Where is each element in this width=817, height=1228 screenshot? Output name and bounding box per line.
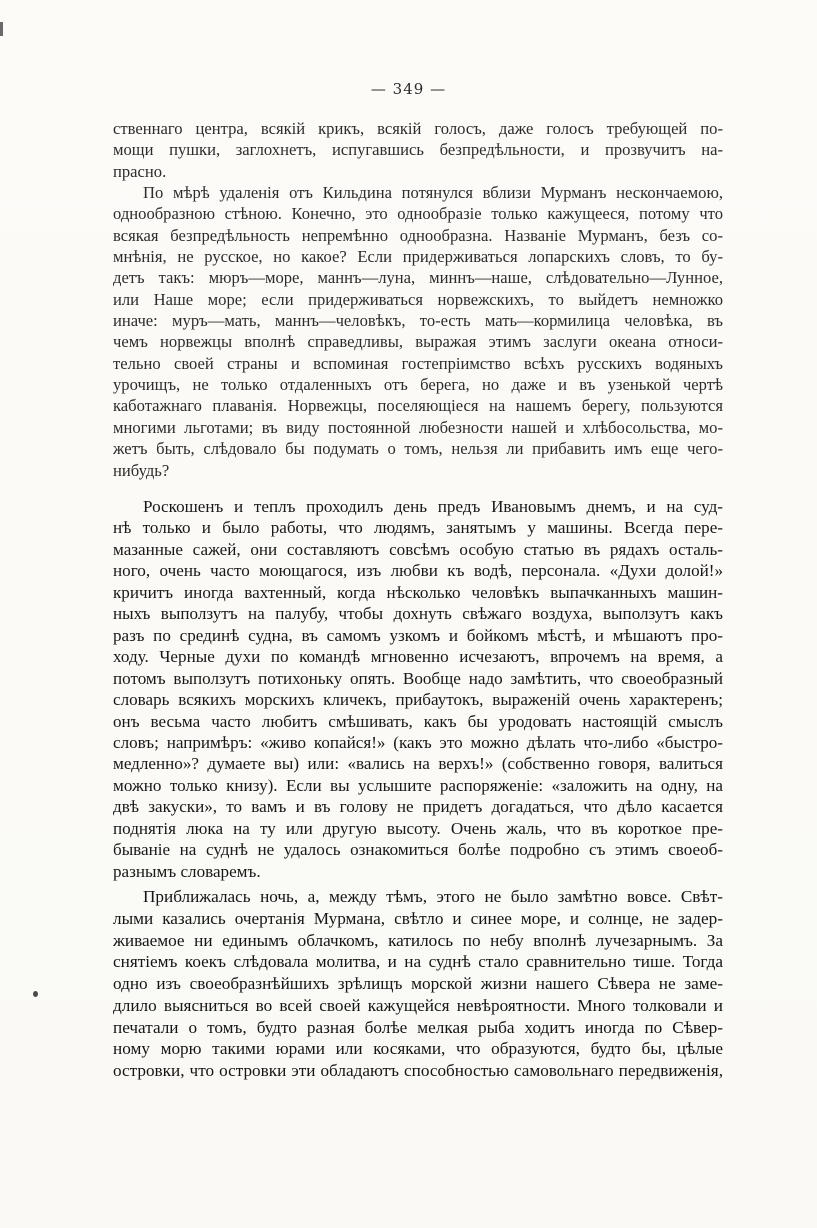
text-line: Роскошенъ и теплъ проходилъ день предъ Ивановымъ днемъ, и на суд- <box>143 497 723 516</box>
text-line: или Наше море; если придерживаться норвежскихъ, то выйдетъ немножко <box>113 289 723 309</box>
text-line: печатали о томъ, будто разная болѣе мелкая рыба ходитъ иногда по Сѣвер- <box>113 1017 723 1037</box>
text-line: тельно своей страны и вспоминая гостепріимство всѣхъ русскихъ водяныхъ <box>113 353 723 373</box>
text-line: лыми казались очертанія Мурмана, свѣтло и синее море, и солнце, не задер- <box>113 908 723 928</box>
text-line: ныхъ выползутъ на палубу, чтобы дохнуть свѣжаго воздуха, выползутъ какъ <box>113 604 723 624</box>
paragraph-middle <box>113 496 723 882</box>
text-line: детъ такъ: мюръ—море, маннъ—луна, миннъ—наше, слѣдовательно—Лунное, <box>113 268 723 288</box>
text-line: двѣ закуски», то вамъ и въ голову не придетъ догадаться, что дѣло касается <box>113 797 723 817</box>
text-line: медленно»? думаете вы) или: «вались на верхъ!» (собственно говоря, валиться <box>113 754 723 774</box>
text-line: всякая безпредѣльность непремѣнно однообразна. Названіе Мурманъ, безъ со- <box>113 225 723 245</box>
text-line: поднятія люка на ту или другую высоту. Очень жаль, что въ короткое пре- <box>113 818 723 838</box>
text-line: ного, очень часто моющагося, изъ любви къ водѣ, персонала. «Духи долой!» <box>113 561 723 581</box>
text-line: разъ по срединѣ судна, въ самомъ узкомъ и бойкомъ мѣстѣ, и мѣшаютъ про- <box>113 625 723 645</box>
text-line: По мѣрѣ удаленія отъ Кильдина потянулся вблизи Мурманъ нескончаемою, <box>143 183 723 203</box>
text-line: нибудь? <box>113 460 170 480</box>
paragraph-lower <box>113 886 723 1082</box>
text-line: Приближалась ночь, а, между тѣмъ, этого не было замѣтно вовсе. Свѣт- <box>143 887 723 906</box>
text-line: ственнаго центра, всякій крикъ, всякій голосъ, даже голосъ требующей по- <box>113 119 723 138</box>
text-line: жетъ быть, слѣдовало бы подумать о томъ, нельзя ли прибавить имъ еще чего- <box>113 439 723 459</box>
text-line: онъ весьма часто любитъ смѣшивать, какъ бы уродовать настоящій смыслъ <box>113 711 723 731</box>
text-line: снятіемъ коекъ слѣдовала молитва, и на суднѣ стало сравнительно тише. Тогда <box>113 952 723 972</box>
text-line: длило выясниться во всей своей кажущейся невѣроятности. Много толковали и <box>113 995 723 1015</box>
text-line: одно изъ своеобразнѣйшихъ зрѣлищъ морской жизни нашего Сѣвера не заме- <box>113 974 723 993</box>
text-line: можно только книзу). Если вы услышите распоряженіе: «заложить на одну, на <box>113 775 723 795</box>
text-line: бываніе на суднѣ не удалось ознакомиться болѣе подробно съ этимъ своеоб- <box>113 840 723 860</box>
text-line: нѣ только и было работы, что людямъ, занятымъ у машины. Всегда пере- <box>113 518 723 538</box>
page-number: — 349 — <box>370 80 447 98</box>
text-line: многими льготами; въ виду постоянной любезности нашей и хлѣбосольства, мо- <box>113 417 723 437</box>
text-line: каботажнаго плаванія. Норвежцы, поселяющіеся на нашемъ берегу, пользуются <box>113 396 723 416</box>
text-line: иначе: муръ—мать, маннъ—человѣкъ, то-есть мать—кормилица человѣка, въ <box>113 311 723 331</box>
text-line: чемъ норвежцы вполнѣ справедливы, выражая этимъ заслуги океана относи- <box>113 332 723 352</box>
text-line: мощи пушки, заглохнетъ, испугавшись безпредѣльности, и прозвучитъ на- <box>113 140 723 160</box>
margin-ink-dot <box>33 991 38 997</box>
text-line: словарь всякихъ морскихъ кличекъ, прибаутокъ, выраженій очень характеренъ; <box>113 690 723 710</box>
text-line: мнѣнія, не русское, но какое? Если придерживаться лопарскихъ словъ, то бу- <box>113 247 723 267</box>
text-line: кричитъ иногда вахтенный, когда нѣсколько человѣкъ выпачканныхъ машин- <box>113 582 723 602</box>
text-line: однообразною стѣною. Конечно, это однообразіе только кажущееся, потому что <box>113 204 723 224</box>
paragraphs-upper <box>113 118 723 481</box>
text-line: словъ; напримѣръ: «живо копайся!» (какъ это можно дѣлать что-либо «быстро- <box>113 732 723 752</box>
text-line: прасно. <box>113 161 167 181</box>
text-line: урочищъ, не только отдаленныхъ отъ берега, но даже и въ узенькой чертѣ <box>113 375 723 395</box>
text-line: потомъ выползутъ потихоньку опять. Вообще надо замѣтить, что своеобразный <box>113 668 723 688</box>
text-line: мазанные сажей, они составляютъ совсѣмъ особую статью въ рядахъ осталь- <box>113 539 723 559</box>
scan-edge-mark <box>0 22 3 36</box>
text-line: островки, что островки эти обладаютъ способностью самовольнаго передвиженія, <box>113 1061 723 1080</box>
text-line: ному морю такими юрами или косяками, что образуются, будто бы, цѣлые <box>113 1039 723 1059</box>
text-line: ходу. Черные духи по командѣ мгновенно исчезаютъ, впрочемъ на время, а <box>113 647 723 667</box>
text-line: разнымъ словаремъ. <box>113 861 261 881</box>
text-line: живаемое ни единымъ облачкомъ, катилось по небу вполнѣ лучезарнымъ. За <box>113 930 723 950</box>
